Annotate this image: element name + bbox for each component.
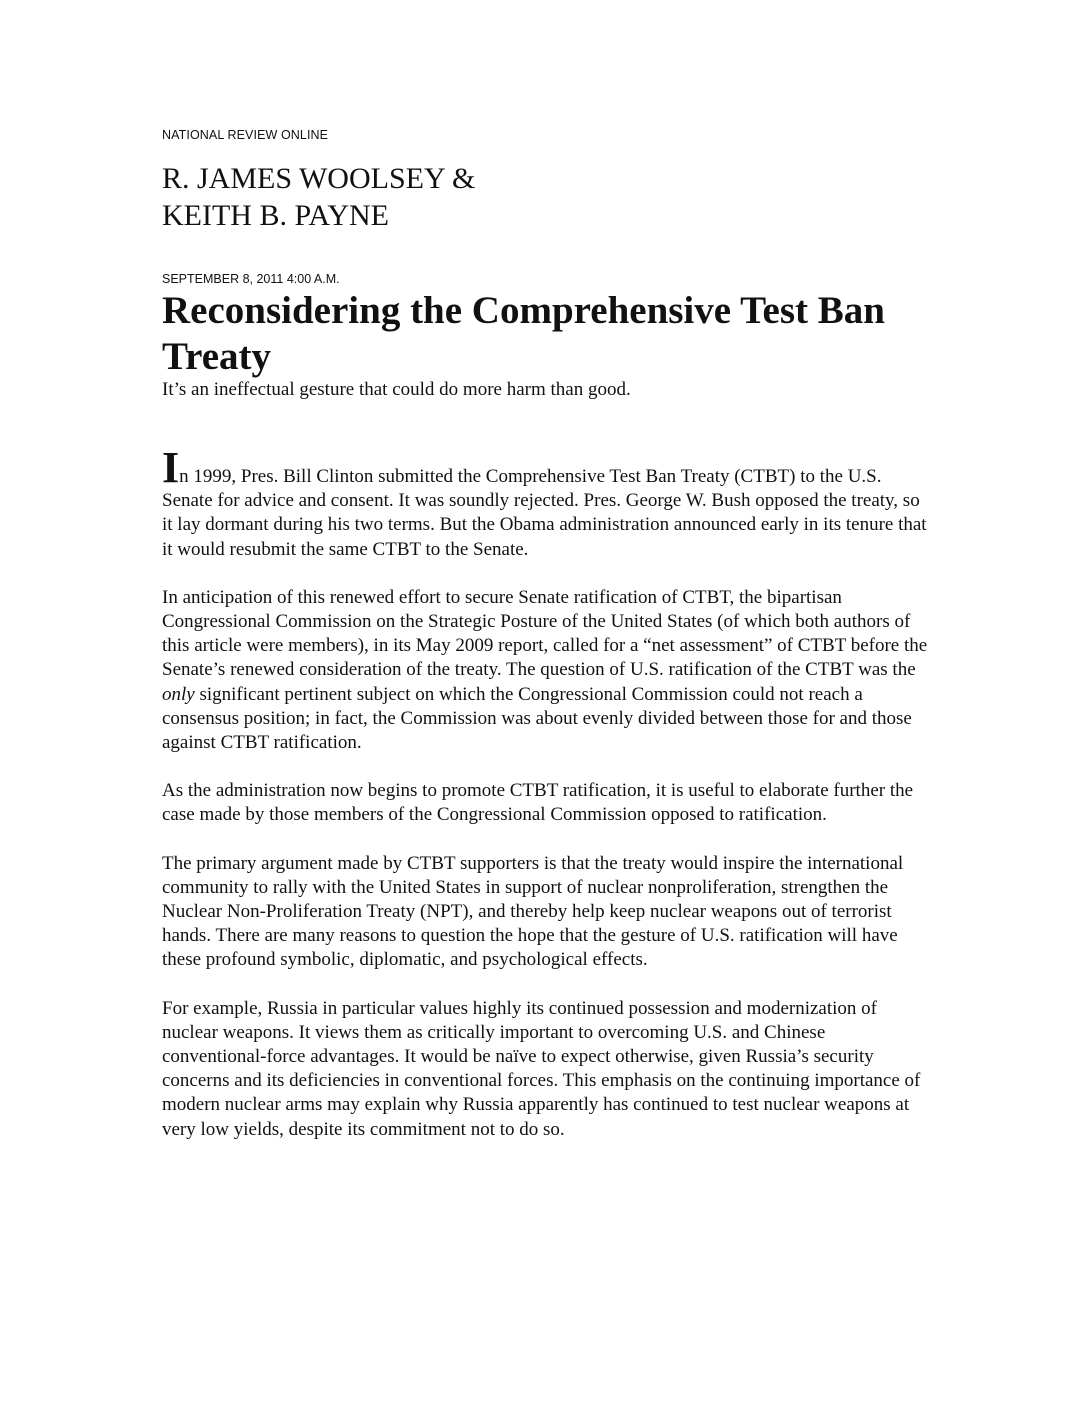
article-body <box>162 443 932 1166</box>
article-headline: Reconsidering the Comprehensive Test Ban Treaty <box>162 289 885 378</box>
author-line-1: R. JAMES WOOLSEY & <box>162 162 476 195</box>
article-deck: It’s an ineffectual gesture that could do more harm than good. <box>162 379 631 400</box>
author-byline <box>162 160 475 234</box>
paragraph-2-text-a: In anticipation of this renewed effort to secure Senate ratification of CTBT, the bipartisan Congressional Commission on the Strategic Posture of the United States (of which both authors of this article were members), in its May 2009 report, called for a “net assessment” of CTBT before the Senate’s renewed consideration of the treaty. The question of U.S. ratification of the CTBT was the <box>162 586 928 681</box>
author-line-2: KEITH B. PAYNE <box>162 199 389 232</box>
paragraph-3: As the administration now begins to promote CTBT ratification, it is useful to elaborate further the case made by those members of the Congressional Commission opposed to ratification. <box>162 780 914 826</box>
paragraph-1-text: n 1999, Pres. Bill Clinton submitted the Comprehensive Test Ban Treaty (CTBT) to the U.S. Senate for advice and consent. It was soundly rejected. Pres. George W. Bush opposed the treaty, so it lay dormant during his two terms. But the Obama administration announced early in its tenure that it would resubmit the same CTBT to the Senate. <box>162 466 927 560</box>
publish-dateline: SEPTEMBER 8, 2011 4:00 A.M. <box>162 272 340 286</box>
paragraph-5: For example, Russia in particular values highly its continued possession and modernization of nuclear weapons. It views them as critically important to overcoming U.S. and Chinese conventional-force advantages. It would be naïve to expect otherwise, given Russia’s security concerns and its deficiencies in conventional forces. This emphasis on the continuing importance of modern nuclear arms may explain why Russia apparently has continued to test nuclear weapons at very low yields, despite its commitment not to do so. <box>162 997 921 1140</box>
publication-name: NATIONAL REVIEW ONLINE <box>162 128 329 142</box>
paragraph-1 <box>162 443 932 562</box>
paragraph-2-text-b: significant pertinent subject on which the Congressional Commission could not reach a consensus position; in fact, the Commission was about evenly divided between those for and those against CTBT ratification. <box>162 683 912 754</box>
drop-cap: I <box>162 443 180 492</box>
paragraph-4: The primary argument made by CTBT supporters is that the treaty would inspire the international community to rally with the United States in support of nuclear nonproliferation, strengthen the Nuclear Non-Proliferation Treaty (NPT), and thereby help keep nuclear weapons out of terrorist hands. There are many reasons to question the hope that the gesture of U.S. ratification will have these profound symbolic, diplomatic, and psychological effects. <box>162 852 904 971</box>
paragraph-2-emphasis: only <box>162 683 195 705</box>
paragraph-2 <box>162 586 932 755</box>
